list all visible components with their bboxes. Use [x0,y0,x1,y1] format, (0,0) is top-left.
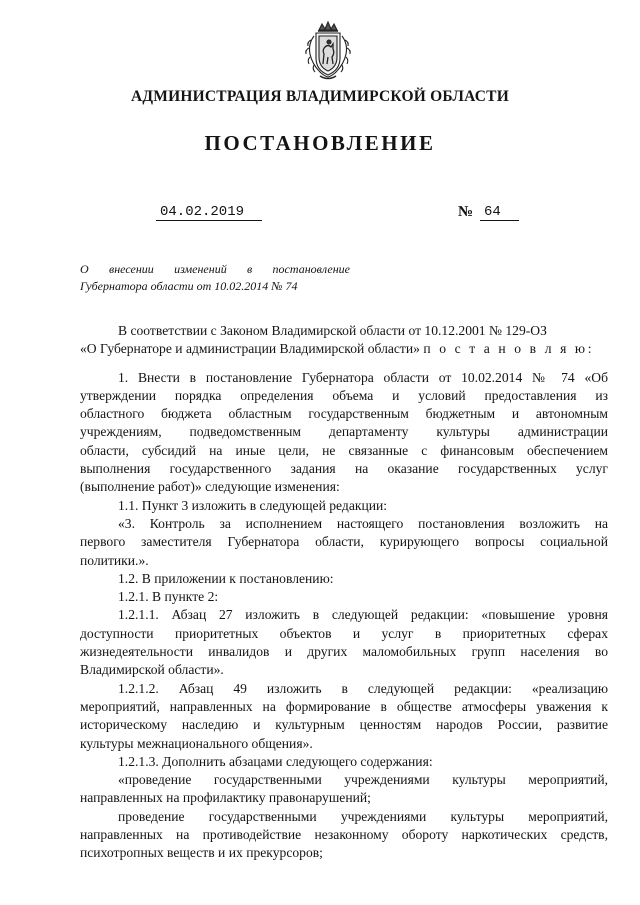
body-line: учреждениям, подведомственным департаменту культуры администрации [80,424,608,440]
body-line-part: п о с т а н о в л я ю: [423,341,595,357]
body-line: выполнения государственного задания на оказание государственных услуг [80,461,608,477]
body-line-part: «О Губернаторе и администрации Владимирской области» [80,341,420,357]
body-line [80,340,608,358]
subject-line: О внесении изменений в постановление [80,262,350,276]
body-line: (выполнение работ)» следующие изменения: [80,479,340,495]
body-line: культуры межнационального общения». [80,735,313,751]
body-line: проведение государственными учреждениями культуры мероприятий, [118,808,608,824]
body-line: историческому наследию и культурным ценностям народов России, развитие [80,717,608,733]
body-line: области, субсидий на иные цели, не связанные с финансовым обеспечением [80,442,608,458]
body-line: 1. Внести в постановление Губернатора области от 10.02.2014 № 74 «Об [118,369,608,385]
body-line: В соответствии с Законом Владимирской области от 10.12.2001 № 129-ОЗ [118,323,547,338]
document-body [80,322,608,863]
document-type: ПОСТАНОВЛЕНИЕ [204,131,436,155]
body-line: политики.». [80,552,149,568]
body-line: психотропных веществ и их прекурсоров; [80,845,323,861]
body-line: Владимирской области». [80,662,224,678]
body-line: направленных на профилактику правонарушений; [80,790,371,806]
body-line: доступности приоритетных объектов и услуг в приоритетных сферах [80,625,608,641]
body-line: «проведение государственными учреждениями культуры мероприятий, [118,772,608,788]
body-line: «3. Контроль за исполнением настоящего постановления возложить на [118,515,608,531]
document-date: 04.02.2019 [156,205,262,221]
body-line: мероприятий, направленных на формирование в обществе атмосферы уважения к [80,698,608,714]
body-line: утверждении порядка определения объема и условий предоставления из [80,387,608,403]
coat-of-arms-icon [302,20,354,82]
document-number: 64 [480,205,519,221]
body-line: первого заместителя Губернатора области, курирующего вопросы социальной [80,534,608,550]
document-subject [80,261,350,295]
body-line: жизнедеятельности инвалидов и других маломобильных групп населения во [80,644,608,660]
body-line: 1.1. Пункт 3 изложить в следующей редакции: [118,497,388,513]
organization-name: АДМИНИСТРАЦИЯ ВЛАДИМИРСКОЙ ОБЛАСТИ [131,88,509,105]
body-line: 1.2.1. В пункте 2: [118,589,219,605]
number-label: № [458,204,474,220]
body-line: 1.2.1.2. Абзац 49 изложить в следующей редакции: «реализацию [118,680,608,696]
body-line: областного бюджета областным государственным бюджетным и автономным [80,406,608,422]
body-line: 1.2.1.1. Абзац 27 изложить в следующей редакции: «повышение уровня [118,607,608,623]
body-line: 1.2.1.3. Дополнить абзацами следующего содержания: [118,753,433,769]
body-line: направленных на противодействие незаконному обороту наркотических средств, [80,827,608,843]
subject-line: Губернатора области от 10.02.2014 № 74 [80,279,298,293]
body-line: 1.2. В приложении к постановлению: [118,570,334,586]
